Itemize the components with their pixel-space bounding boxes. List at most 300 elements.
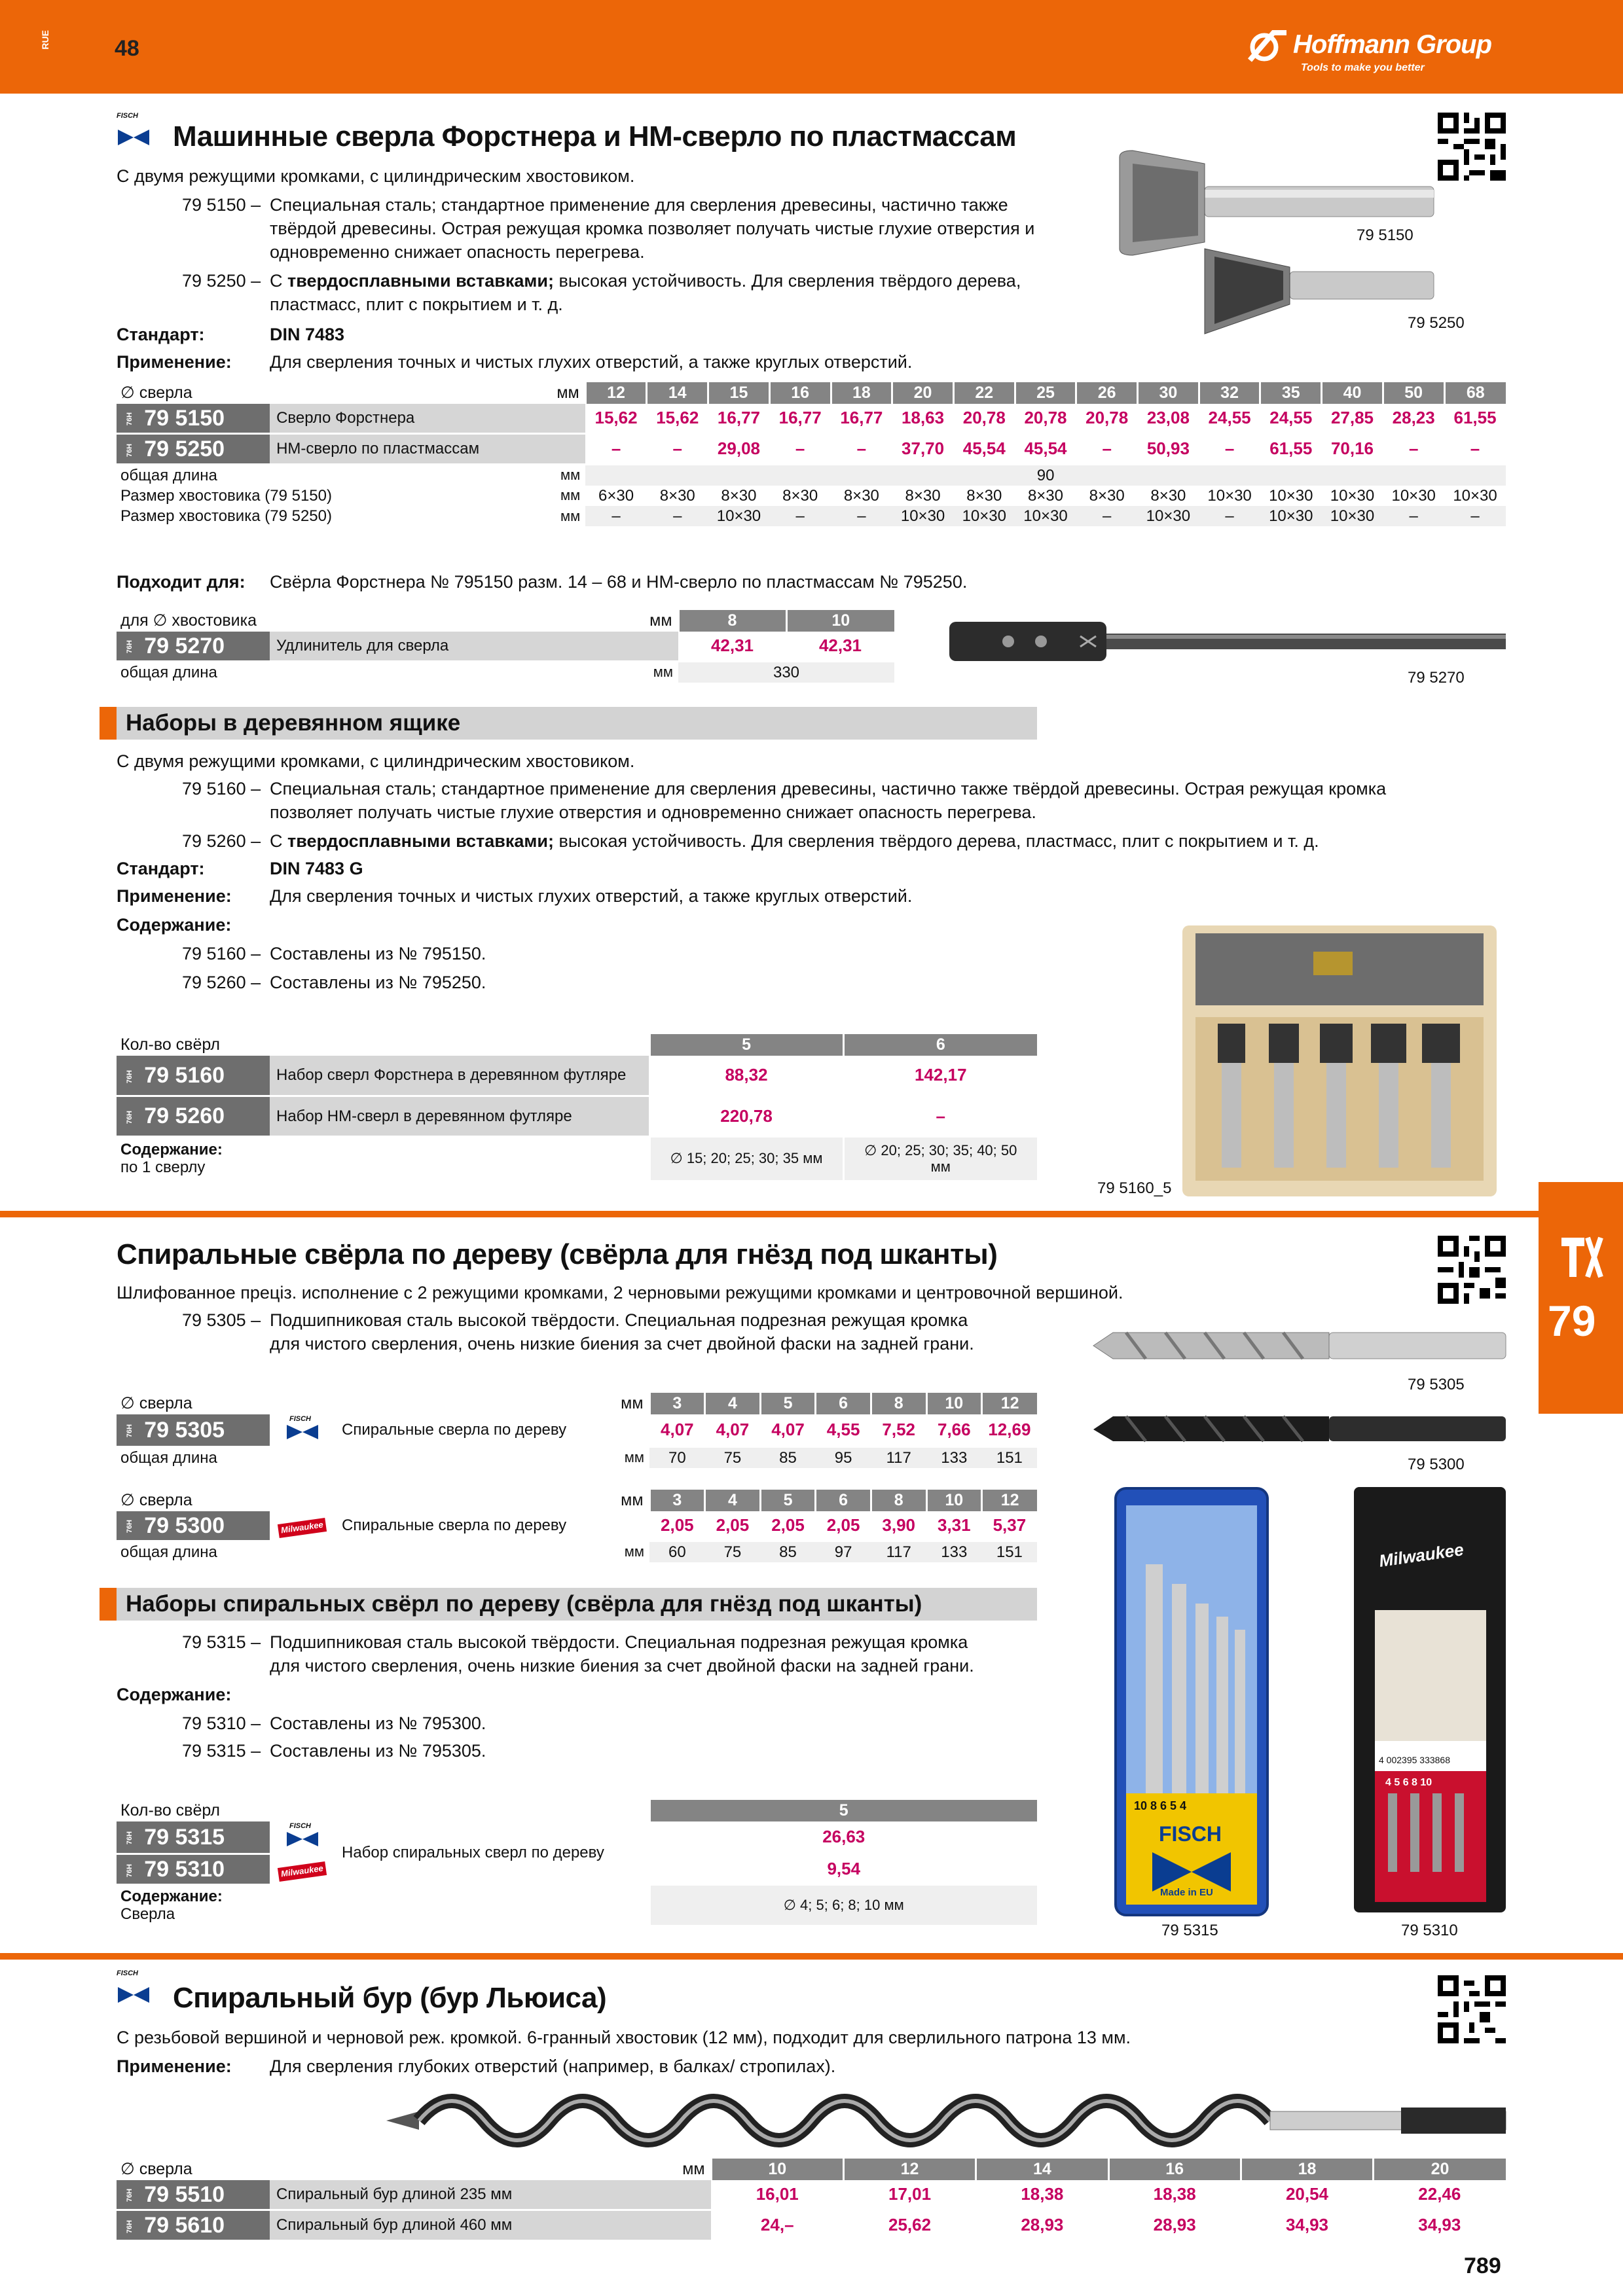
dowel-drill-milwaukee-table [117, 1490, 1037, 1562]
desc-num: 79 5260 – [182, 831, 261, 851]
desc-num: 79 5315 – [182, 1741, 261, 1761]
table-cell: 12 [843, 2159, 976, 2180]
image-caption: 79 5310 [1401, 1922, 1458, 1939]
table-cell: 3 [649, 1393, 705, 1414]
standard-value: DIN 7483 [270, 325, 345, 344]
table-cell: 5 [649, 1034, 843, 1056]
section-title-auger: Спиральный бур (бур Льюиса) [173, 1982, 607, 2014]
table-row[interactable] [117, 404, 1506, 434]
table-row[interactable] [117, 1056, 1037, 1096]
table-cell: 18,63 [892, 404, 954, 434]
table-cell: 75 [705, 1446, 761, 1468]
fisch-fish-icon [285, 1424, 319, 1441]
table-cell: общая длина [117, 661, 649, 683]
table-cell: 29,08 [708, 433, 770, 464]
contents-value: Составлены из № 795300. [270, 1713, 486, 1733]
table-row[interactable] [117, 632, 894, 662]
desc-line: Подшипниковая сталь высокой твёрдости. Специальная подрезная режущая кромка [270, 1632, 968, 1652]
section-title-dowel-drills: Спиральные свёрла по дереву (свёрла для гнёзд под шканты) [117, 1238, 998, 1270]
milwaukee-brand-logo: Milwaukee [270, 1511, 335, 1541]
table-cell: Размер хвостовика (79 5150) [120, 487, 332, 505]
table-cell: 16 [769, 382, 831, 404]
table-cell: Содержание: Сверла [117, 1884, 649, 1925]
table-cell: 26 [1076, 382, 1138, 404]
table-cell: Сверло Форстнера [270, 404, 585, 434]
table-cell: – [769, 433, 831, 464]
table-cell: Спиральные сверла по дереву [335, 1414, 649, 1447]
table-cell: 117 [871, 1541, 926, 1562]
table-cell: Набор спиральных сверл по дереву [335, 1821, 649, 1885]
desc-num: 79 5160 – [182, 779, 261, 798]
table-cell: 4,55 [816, 1414, 871, 1447]
table-cell: 4,07 [705, 1414, 761, 1447]
table-cell: 133 [926, 1541, 982, 1562]
table-row[interactable] [117, 1511, 1037, 1541]
desc-line: твёрдой древесины. Острая режущая кромка позволяет получать чистые глухие отверстия и [270, 219, 1035, 238]
table-row [117, 1541, 1037, 1562]
auger-price-table [117, 2159, 1506, 2242]
article-number: 76H 79 5610 [117, 2210, 270, 2240]
table-cell: мм [560, 487, 581, 504]
desc-line: Специальная сталь; стандартное применение для сверления древесины, частично также [270, 195, 1008, 215]
table-cell: 97 [816, 1541, 871, 1562]
table-cell: 61,55 [1260, 433, 1322, 464]
table-cell: 22,46 [1374, 2180, 1506, 2210]
hoffmann-logo-icon [1247, 27, 1289, 63]
table-cell: 40 [1322, 382, 1383, 404]
table-cell: 4 [705, 1490, 761, 1511]
table-cell: 10 [926, 1393, 982, 1414]
table-cell: 5 [760, 1393, 816, 1414]
chapter-tab[interactable] [1539, 1182, 1623, 1414]
qr-code-icon[interactable] [1438, 1236, 1506, 1304]
table-cell: 32 [1199, 382, 1260, 404]
table-cell: 25 [1015, 382, 1076, 404]
table-header-row [117, 610, 894, 632]
box-size-labels: 4 5 6 8 10 [1385, 1777, 1432, 1788]
fisch-fish-icon [117, 120, 151, 147]
table-cell: – [769, 506, 831, 526]
image-caption: 79 5270 [1408, 669, 1465, 687]
table-cell: НМ-сверло по пластмассам [270, 433, 585, 464]
table-cell: 10×30 [1260, 506, 1322, 526]
table-cell: ∅ сверла [120, 384, 192, 402]
box-brand: FISCH [1159, 1822, 1222, 1846]
table-cell: – [1444, 433, 1506, 464]
table-cell: 24,55 [1260, 404, 1322, 434]
intro-text: С двумя режущими кромками, с цилиндрическим хвостовиком. [117, 166, 635, 186]
logo-name: Hoffmann Group [1293, 30, 1492, 59]
table-row[interactable] [117, 2210, 1506, 2240]
page-number-right: 789 [1464, 2253, 1501, 2278]
table-cell: 90 [585, 464, 1506, 486]
table-cell: 8 [678, 610, 786, 632]
box-brand: Milwaukee [1377, 1539, 1465, 1571]
table-cell: мм [621, 1491, 644, 1509]
table-cell: 16,01 [711, 2180, 843, 2210]
image-caption: 79 5160_5 [1097, 1179, 1172, 1197]
table-cell: ∅ сверла [120, 2160, 192, 2178]
table-cell: 10 [786, 610, 894, 632]
table-cell: 35 [1260, 382, 1322, 404]
table-cell: 28,93 [976, 2210, 1108, 2240]
desc-line: позволяет получать чистые глухие отверстия и одновременно снижает опасность перегрева. [270, 802, 1036, 822]
section-title-dowel-sets: Наборы спиральных свёрл по дереву (свёрла для гнёзд под шканты) [100, 1588, 1037, 1621]
table-cell: 142,17 [843, 1056, 1037, 1096]
intro-text: С резьбовой вершиной и черновой реж. кромкой. 6-гранный хвостовик (12 мм), подходит для сверлильного патрона 13 мм. [117, 2028, 1131, 2047]
article-number: 76H 79 5250 [117, 433, 270, 464]
table-cell: 5 [649, 1800, 1037, 1821]
table-cell: 26,63 [649, 1821, 1037, 1854]
table-cell: 60 [649, 1541, 705, 1562]
table-cell: 4,07 [649, 1414, 705, 1447]
table-cell: 85 [760, 1446, 816, 1468]
table-cell: 10×30 [1269, 487, 1313, 505]
table-cell: 20,54 [1241, 2180, 1373, 2210]
table-cell: 20 [892, 382, 954, 404]
table-cell: 61,55 [1444, 404, 1506, 434]
language-code: RUE [40, 30, 50, 50]
table-cell: 68 [1444, 382, 1506, 404]
wooden-box-image [1182, 925, 1497, 1196]
table-cell: 8×30 [782, 487, 818, 505]
fisch-brand-logo [117, 1970, 151, 1998]
table-cell: 8 [871, 1393, 926, 1414]
table-cell: – [585, 433, 647, 464]
table-cell: 14 [976, 2159, 1108, 2180]
fisch-brand-logo: FISCH [270, 1414, 335, 1447]
contents-value: Составлены из № 795150. [270, 944, 486, 963]
table-cell: мм [597, 1541, 649, 1562]
table-cell: 24,55 [1199, 404, 1260, 434]
table-cell: мм [649, 611, 672, 630]
desc-num: 79 5315 – [182, 1632, 261, 1652]
table-cell: 22 [953, 382, 1015, 404]
table-cell: 50,93 [1138, 433, 1199, 464]
table-cell: 16 [1108, 2159, 1241, 2180]
fits-value: Свёрла Форстнера № 795150 разм. 14 – 68 и НМ-сверло по пластмассам № 795250. [270, 572, 968, 592]
table-row[interactable] [117, 2180, 1506, 2210]
table-cell: 10×30 [1330, 487, 1375, 505]
desc-num: 79 5150 – [182, 195, 261, 215]
table-cell: 34,93 [1374, 2210, 1506, 2240]
application-label: Применение: [117, 886, 232, 906]
table-header-row [117, 382, 1506, 404]
forstner-price-table [117, 382, 1506, 526]
table-cell: 8 [871, 1490, 926, 1511]
spiral-drill-black-image [1087, 1403, 1512, 1456]
qr-code-icon[interactable] [1438, 1975, 1506, 2043]
table-cell: – [1383, 506, 1444, 526]
table-cell: 28,23 [1383, 404, 1444, 434]
table-cell: 24,– [711, 2210, 843, 2240]
article-number: 76H 79 5310 [117, 1854, 270, 1884]
table-row [117, 506, 1506, 526]
table-row[interactable] [117, 1414, 1037, 1447]
table-cell: – [843, 1096, 1037, 1137]
table-cell: Спиральные сверла по дереву [335, 1511, 649, 1541]
table-cell: 12 [982, 1393, 1038, 1414]
table-cell: общая длина [117, 464, 556, 486]
table-cell: общая длина [117, 1541, 597, 1562]
spiral-drill-silver-image [1087, 1317, 1512, 1374]
table-cell: – [831, 433, 892, 464]
table-cell: мм [597, 1446, 649, 1468]
table-cell: 18,38 [1108, 2180, 1241, 2210]
table-cell: 3 [649, 1490, 705, 1511]
page-header [0, 0, 1623, 94]
table-cell: 20,78 [953, 404, 1015, 434]
table-cell: 330 [678, 661, 894, 683]
table-cell: 18 [831, 382, 892, 404]
table-cell: 20,78 [1015, 404, 1076, 434]
contents-value: Составлены из № 795305. [270, 1741, 486, 1761]
table-cell: 12,69 [982, 1414, 1038, 1447]
intro-text: С двумя режущими кромками, с цилиндрическим хвостовиком. [117, 751, 635, 771]
table-cell: 95 [816, 1446, 871, 1468]
article-number: 76H 79 5260 [117, 1096, 270, 1137]
table-cell: 20,78 [1076, 404, 1138, 434]
table-cell: 70,16 [1322, 433, 1383, 464]
table-cell: Спиральный бур длиной 460 мм [270, 2210, 711, 2240]
table-cell: 15 [708, 382, 770, 404]
image-caption: 79 5300 [1408, 1456, 1465, 1473]
desc-line: Специальная сталь; стандартное применение для сверления древесины, частично также твёрдой древесины. Острая режущая кромка [270, 779, 1387, 798]
application-value: Для сверления точных и чистых глухих отверстий, а также круглых отверстий. [270, 886, 913, 906]
application-value: Для сверления глубоких отверстий (например, в балках/ стропилах). [270, 2056, 836, 2076]
table-cell: – [1444, 506, 1506, 526]
table-cell: ∅ 20; 25; 30; 35; 40; 50 мм [843, 1137, 1037, 1180]
table-cell: 42,31 [786, 632, 894, 662]
fits-label: Подходит для: [117, 572, 246, 592]
table-cell: Набор НМ-сверл в деревянном футляре [270, 1096, 649, 1137]
fisch-brand-text: FISCH [117, 1969, 138, 1977]
extension-price-table [117, 610, 894, 683]
table-cell: ∅ 4; 5; 6; 8; 10 мм [649, 1884, 1037, 1925]
table-cell: Кол-во свёрл [120, 1035, 221, 1054]
table-cell: – [1076, 506, 1138, 526]
article-number: 76H 79 5270 [117, 632, 270, 662]
table-cell: 6 [843, 1034, 1037, 1056]
contents-label: Содержание: [117, 915, 232, 935]
table-cell: мм [649, 661, 678, 683]
table-cell: Содержание: по 1 сверлу [117, 1137, 649, 1180]
wooden-set-price-table [117, 1034, 1037, 1180]
table-cell: мм [682, 2160, 705, 2178]
table-cell: 25,62 [843, 2210, 976, 2240]
desc-num: 79 5310 – [182, 1713, 261, 1733]
auger-drill-image [380, 2081, 1512, 2160]
table-cell: 3,31 [926, 1511, 982, 1541]
table-cell: 2,05 [760, 1511, 816, 1541]
table-cell: – [1383, 433, 1444, 464]
table-header-row [117, 1800, 1037, 1821]
table-cell: 151 [982, 1541, 1038, 1562]
desc-line: для чистого сверления, очень низкие биения за счет двойной фаски на задней грани. [270, 1334, 974, 1354]
table-cell: – [1199, 506, 1260, 526]
table-cell: 10×30 [1391, 487, 1436, 505]
table-cell: мм [556, 506, 585, 526]
table-cell: 8×30 [721, 487, 757, 505]
desc-line: Подшипниковая сталь высокой твёрдости. Специальная подрезная режущая кромка [270, 1310, 968, 1330]
desc-line: С твердосплавными вставками; высокая устойчивость. Для сверления твёрдого дерева, [270, 271, 1021, 291]
table-cell: 9,54 [649, 1854, 1037, 1884]
table-cell: 6×30 [598, 487, 634, 505]
desc-line: С твердосплавными вставками; высокая устойчивость. Для сверления твёрдого дерева, пластмасс, плит с покрытием и т. д. [270, 831, 1319, 851]
table-cell: 88,32 [649, 1056, 843, 1096]
dowel-drill-fisch-table [117, 1393, 1037, 1468]
table-cell: 45,54 [1015, 433, 1076, 464]
box-made-in: Made in EU [1160, 1887, 1213, 1898]
section-title-wooden-sets: Наборы в деревянном ящике [100, 707, 1037, 740]
table-cell: для ∅ хвостовика [120, 611, 257, 630]
box-ean: 4 002395 333868 [1379, 1755, 1450, 1765]
table-cell: 50 [1383, 382, 1444, 404]
table-cell: 16,77 [708, 404, 770, 434]
desc-num: 79 5160 – [182, 944, 261, 963]
table-cell: 18 [1241, 2159, 1373, 2180]
table-cell: 16,77 [831, 404, 892, 434]
table-cell: Спиральный бур длиной 235 мм [270, 2180, 711, 2210]
desc-num: 79 5260 – [182, 973, 261, 992]
application-value: Для сверления точных и чистых глухих отверстий, а также круглых отверстий. [270, 352, 913, 372]
desc-line: пластмасс, плит с покрытием и т. д. [270, 295, 563, 314]
table-cell: 117 [871, 1446, 926, 1468]
table-cell: – [585, 506, 647, 526]
table-row[interactable] [117, 1821, 1037, 1854]
table-cell: 45,54 [953, 433, 1015, 464]
table-cell: мм [556, 384, 579, 402]
article-number: 76H 79 5510 [117, 2180, 270, 2210]
table-row[interactable] [117, 433, 1506, 464]
table-cell: – [647, 433, 708, 464]
table-cell: 17,01 [843, 2180, 976, 2210]
standard-label: Стандарт: [117, 325, 205, 344]
table-cell: 8×30 [843, 487, 879, 505]
table-cell: – [1199, 433, 1260, 464]
table-cell: 7,66 [926, 1414, 982, 1447]
table-cell: 6 [816, 1393, 871, 1414]
table-cell: 4,07 [760, 1414, 816, 1447]
table-cell: 34,93 [1241, 2210, 1373, 2240]
contents-label: Содержание: [117, 1685, 232, 1704]
table-cell: 2,05 [705, 1511, 761, 1541]
table-cell: 12 [585, 382, 647, 404]
table-cell: 10×30 [892, 506, 954, 526]
fisch-set-box-image [1113, 1486, 1270, 1918]
article-number: 76H 79 5305 [117, 1414, 270, 1447]
table-cell: 37,70 [892, 433, 954, 464]
fisch-brand-logo [117, 113, 151, 140]
table-header-row [117, 1490, 1037, 1511]
table-header-row [117, 2159, 1506, 2180]
table-cell: 10×30 [953, 506, 1015, 526]
table-row [117, 661, 894, 683]
table-cell: 10×30 [1453, 487, 1497, 505]
table-cell: мм [556, 464, 585, 486]
qr-code-icon[interactable] [1438, 113, 1506, 181]
table-cell: мм [621, 1394, 644, 1412]
article-number: 76H 79 5315 [117, 1821, 270, 1854]
table-cell: 10×30 [1015, 506, 1076, 526]
table-cell: 220,78 [649, 1096, 843, 1137]
table-cell: 27,85 [1322, 404, 1383, 434]
article-number: 76H 79 5150 [117, 404, 270, 434]
table-cell: 2,05 [816, 1511, 871, 1541]
milwaukee-set-box-image [1353, 1486, 1507, 1914]
table-cell: 8×30 [1089, 487, 1125, 505]
table-cell: 151 [982, 1446, 1038, 1468]
table-cell: 75 [705, 1541, 761, 1562]
image-caption: 79 5305 [1408, 1376, 1465, 1393]
box-size-labels: 10 8 6 5 4 [1134, 1799, 1187, 1812]
table-cell: общая длина [117, 1446, 597, 1468]
table-cell: 15,62 [647, 404, 708, 434]
table-cell: – [831, 506, 892, 526]
table-row [117, 464, 1506, 486]
table-cell: 8×30 [905, 487, 941, 505]
article-number: 76H 79 5160 [117, 1056, 270, 1096]
table-cell: Кол-во свёрл [120, 1801, 221, 1820]
table-cell: 18,38 [976, 2180, 1108, 2210]
table-cell: 10×30 [708, 506, 770, 526]
table-row [117, 486, 1506, 506]
table-cell: ∅ сверла [120, 1491, 192, 1509]
extension-image [949, 615, 1512, 668]
table-cell: ∅ сверла [120, 1394, 192, 1412]
fisch-brand-text: FISCH [117, 112, 138, 120]
standard-label: Стандарт: [117, 859, 205, 878]
table-cell: 10 [926, 1490, 982, 1511]
table-cell: 5 [760, 1490, 816, 1511]
desc-line: для чистого сверления, очень низкие биения за счет двойной фаски на задней грани. [270, 1656, 974, 1676]
desc-line: одновременно снижает опасность перегрева. [270, 242, 645, 262]
application-label: Применение: [117, 352, 232, 372]
section-title-forstner: Машинные сверла Форстнера и НМ-сверло по пластмассам [173, 120, 1017, 152]
table-cell: – [1076, 433, 1138, 464]
table-cell: 14 [647, 382, 708, 404]
intro-text: Шлифованное преціз. исполнение с 2 режущими кромками, 2 черновыми режущими кромками и центровочной вершиной. [117, 1283, 1123, 1302]
table-row [117, 1884, 1037, 1925]
desc-num: 79 5250 – [182, 271, 261, 291]
image-caption: 79 5250 [1408, 314, 1465, 332]
table-cell: 15,62 [585, 404, 647, 434]
page-number-left: 48 [115, 36, 139, 61]
milwaukee-brand-logo: Milwaukee [270, 1854, 335, 1884]
table-cell: Удлинитель для сверла [270, 632, 678, 662]
chapter-number: 79 [1548, 1297, 1596, 1345]
desc-num: 79 5305 – [182, 1310, 261, 1330]
table-cell: 2,05 [649, 1511, 705, 1541]
contents-value: Составлены из № 795250. [270, 973, 486, 992]
table-cell: 3,90 [871, 1511, 926, 1541]
image-caption: 79 5150 [1357, 226, 1413, 244]
table-cell: 10×30 [1138, 506, 1199, 526]
section-divider [0, 1953, 1623, 1960]
table-cell: 133 [926, 1446, 982, 1468]
table-cell: 28,93 [1108, 2210, 1241, 2240]
table-header-row [117, 1034, 1037, 1056]
standard-value: DIN 7483 G [270, 859, 363, 878]
table-cell: 16,77 [769, 404, 831, 434]
table-cell: 10 [711, 2159, 843, 2180]
table-cell: 30 [1138, 382, 1199, 404]
table-cell: 5,37 [982, 1511, 1038, 1541]
table-cell: 70 [649, 1446, 705, 1468]
table-row[interactable] [117, 1096, 1037, 1137]
table-row [117, 1446, 1037, 1468]
table-cell: Размер хвостовика (79 5250) [117, 506, 556, 526]
